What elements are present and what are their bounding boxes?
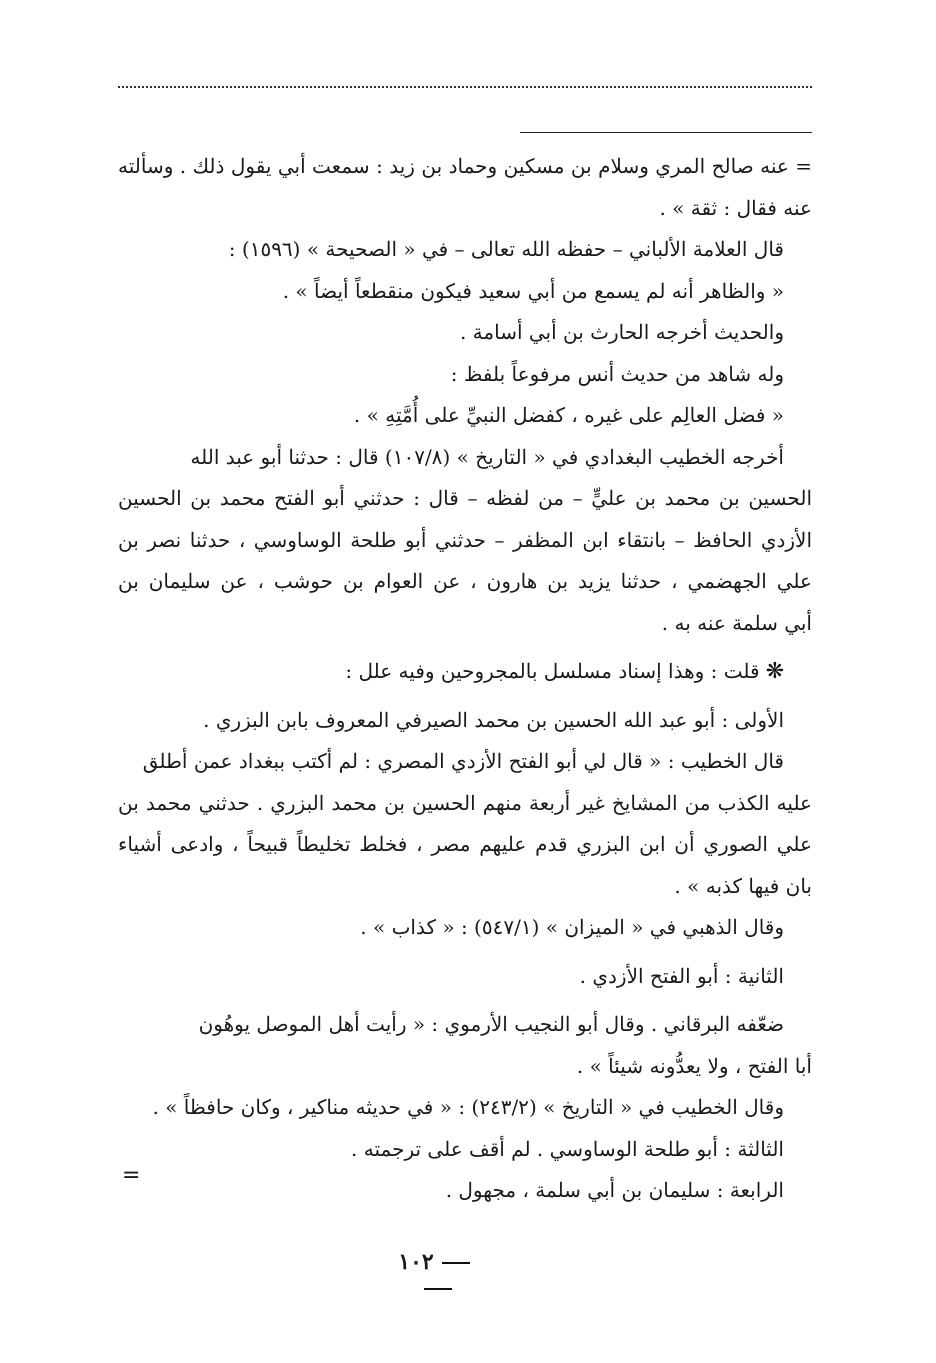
continuation-mark: = <box>122 1163 141 1188</box>
text-line: عليه الكذب من المشايخ غير أربعة منهم الحسين بن محمد البزري . حدثني محمد بن <box>118 790 812 815</box>
dash-left <box>442 1262 470 1264</box>
text-line: « والظاهر أنه لم يسمع من أبي سعيد فيكون منقطعاً أيضاً » . <box>282 278 784 303</box>
text-line: وله شاهد من حديث أنس مرفوعاً بلفظ : <box>450 361 784 386</box>
text-line: أبا الفتح ، ولا يعدُّونه شيئاً » . <box>576 1053 812 1078</box>
text-line: علي الجهضمي ، حدثنا يزيد بن هارون ، عن العوام بن حوشب ، عن سليمان بن <box>118 569 812 593</box>
dotted-separator <box>118 86 812 88</box>
text-line: وقال الذهبي في « الميزان » (٥٤٧/١) : « كذاب » . <box>360 915 784 939</box>
page-number <box>378 1249 498 1301</box>
text-line: « فضل العالِم على غيره ، كفضل النبيِّ على أُمَّتِهِ » . <box>353 403 784 427</box>
text-line: قال العلامة الألباني – حفظه الله تعالى – في « الصحيحة » (١٥٩٦) : <box>228 237 784 261</box>
text-line: قال الخطيب : « قال لي أبو الفتح الأزدي المصري : لم أكتب ببغداد عمن أطلق <box>142 749 784 773</box>
text-line: والحديث أخرجه الحارث بن أبي أسامة . <box>459 320 784 344</box>
text-line: وقال الخطيب في « التاريخ » (٢٤٣/٢) : « في حديثه مناكير ، وكان حافظاً » . <box>152 1095 784 1119</box>
text-line: الأولى : أبو عبد الله الحسين بن محمد الصيرفي المعروف بابن البزري . <box>203 707 784 732</box>
text-line: ضعّفه البرقاني . وقال أبو النجيب الأرموي : « رأيت أهل الموصل يوهُون <box>198 1012 784 1036</box>
text-line: بان فيها كذبه » . <box>674 873 812 898</box>
text-line: الثانية : أبو الفتح الأزدي . <box>579 963 784 988</box>
star-icon: ❋ <box>765 659 784 684</box>
text-line: الحسين بن محمد بن عليٍّ – من لفظه – قال : حدثني أبو الفتح محمد بن الحسين <box>118 486 812 510</box>
dash-right <box>424 1288 452 1290</box>
text-line: الثالثة : أبو طلحة الوساوسي . لم أقف على ترجمته . <box>351 1136 784 1161</box>
text-line: الرابعة : سليمان بن أبي سلمة ، مجهول . <box>445 1178 784 1202</box>
footnote-rule <box>520 132 812 133</box>
footnote-line: = عنه صالح المري وسلام بن مسكين وحماد بن زيد : سمعت أبي يقول ذلك . وسألته <box>118 154 812 178</box>
note-heading <box>118 651 812 693</box>
text-line: علي الصوري أن ابن البزري قدم عليهم مصر ، فخلط تخليطاً قبيحاً ، وادعى أشياء <box>118 832 812 856</box>
text-line: أخرجه الخطيب البغدادي في « التاريخ » (١٠٧/٨) قال : حدثنا أبو عبد الله <box>190 444 784 469</box>
note-text: قلت : وهذا إسناد مسلسل بالمجروحين وفيه علل : <box>345 659 760 683</box>
text-line: أبي سلمة عنه به . <box>661 610 812 635</box>
page-body <box>118 146 812 1212</box>
page-number-text: ١٠٢ <box>398 1249 434 1275</box>
text-line: الأزدي الحافظ – بانتقاء ابن المظفر – حدثني أبو طلحة الوساوسي ، حدثنا نصر بن <box>118 527 812 552</box>
footnote-line: عنه فقال : ثقة » . <box>659 195 812 220</box>
